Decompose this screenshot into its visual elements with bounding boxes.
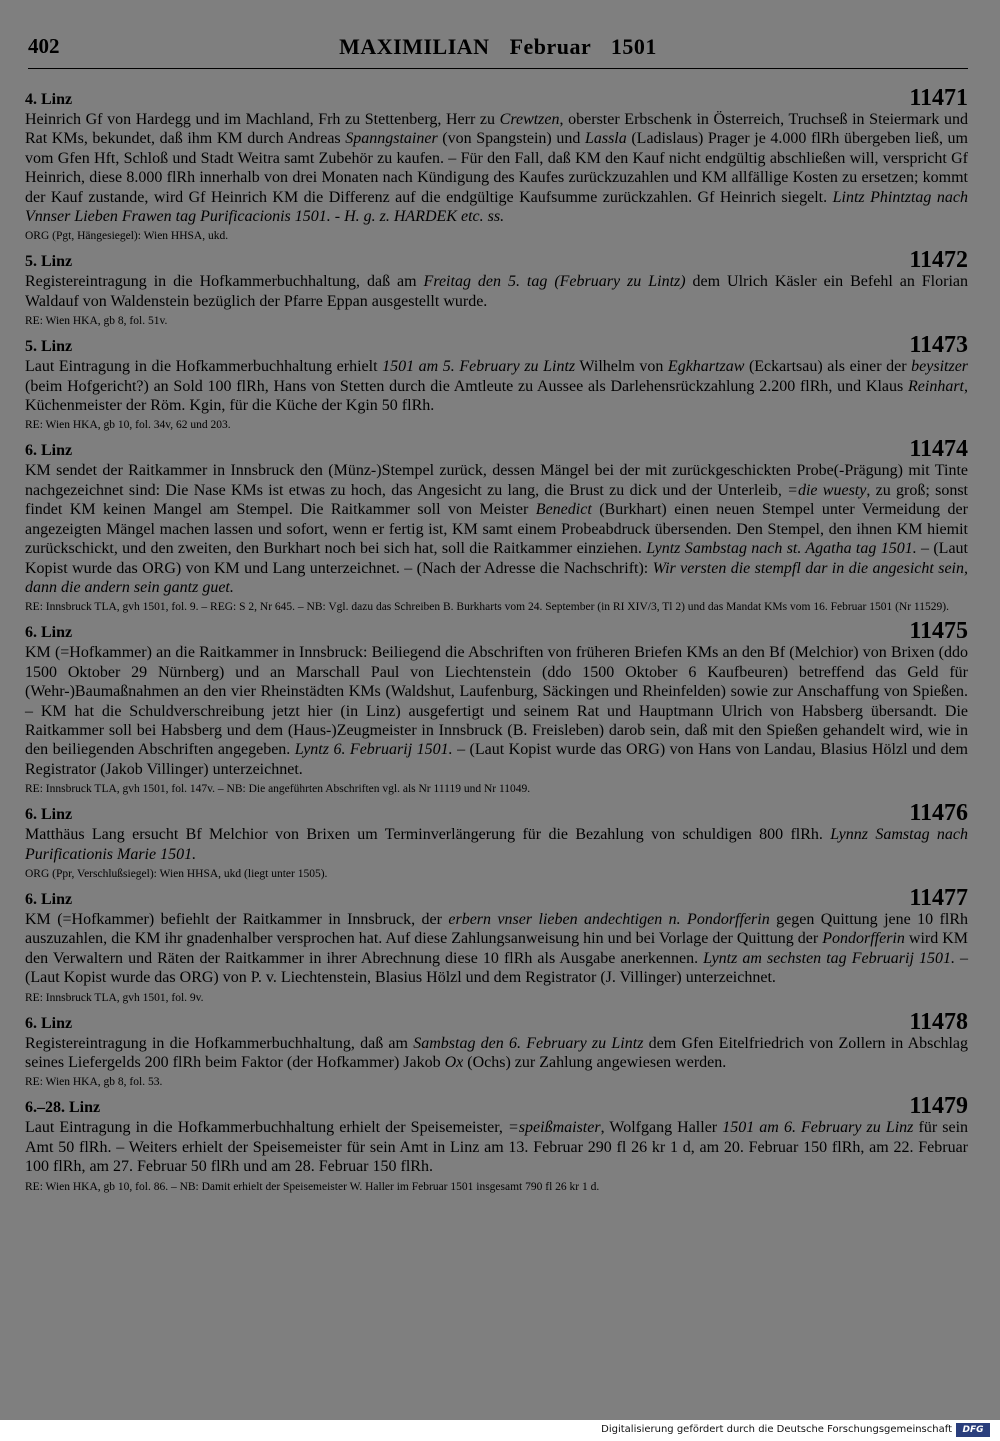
italic-quote: Crewtzen [499,111,560,128]
entry-text [25,1118,968,1176]
entry-text [25,643,968,779]
entry-text [25,910,968,988]
entry-number: 11474 [909,436,968,463]
regest-list [25,85,969,1201]
text-run: Wilhelm von [575,358,668,376]
entry-text [25,1034,968,1073]
italic-quote: Ox [444,1054,464,1071]
entry-text [25,110,968,226]
entry-number: 11478 [909,1008,968,1035]
entry-date-place: 4. Linz [25,91,73,108]
italic-quote: Wir versten die stempfl dar in die angesicht sein, dann die andern sein gantz guet. [25,559,968,596]
italic-quote: Lyntz am sechsten tag Februarij 1501. [703,949,955,967]
entry-text [25,461,968,597]
entry-number: 11475 [909,618,968,645]
italic-quote: Lassla [584,130,627,148]
running-title: MAXIMILIAN Februar 1501 [339,34,657,59]
regest-entry-11479 [25,1093,969,1194]
text-run: Matthäus Lang ersucht Bf Melchior von Brixen um Terminverlängerung für die Bezahlung von schuldigen 800 flRh. [25,826,831,844]
entry-date-place: 5. Linz [25,338,73,356]
text-run: , oberster Erbschenk in Österreich, Truchseß in Steiermark und Rat KMs, bekundet, daß ihm KM durch Andreas [25,111,968,148]
entry-number: 11479 [909,1093,968,1120]
entry-date-place: 6. Linz [25,890,73,908]
entry-date-place: 6. Linz [25,1014,73,1032]
regest-entry-11475 [25,618,968,797]
entry-text [25,825,968,864]
entry-heading [25,332,968,359]
entry-source: RE: Wien HKA, gb 8, fol. 53. [25,1076,163,1089]
entry-heading [25,1008,968,1035]
entry-date-place: 6. Linz [25,806,73,824]
italic-quote: =die wuesty [787,481,867,499]
text-run: Laut Eintragung in die Hofkammerbuchhaltung erhielt der Speisemeister, [25,1119,508,1137]
entry-source: RE: Innsbruck TLA, gvh 1501, fol. 9. – REG: S 2, Nr 645. – NB: Vgl. dazu das Schreiben B. Burkharts vom 24. September (in RI XIV/3, Tl 2) und das Mandat KMs vom 16. Februar 1501 (Nr 11529). [25,601,949,614]
italic-quote: Lyntz 6. Februarij 1501. [294,741,453,759]
entry-source: ORG (Ppr, Verschlußsiegel): Wien HHSA, ukd (liegt unter 1505). [25,867,328,880]
page-footer [0,1420,1000,1441]
regest-entry-11472 [25,247,969,329]
entry-heading [25,1093,968,1120]
italic-quote: Lintz Phintztag nach Vnnser Lieben Frawen tag Purificacionis 1501. - H. g. z. HARDEK etc. ss. [25,188,969,226]
entry-date-place: 6. Linz [25,442,73,460]
page-number: 402 [28,34,60,58]
text-run: – (Laut Kopist wurde das ORG) von Hans von Landau, Blasius Hölzl und dem Registrator (Jakob Villinger) unterzeichnet. [25,741,968,778]
text-run: wird KM den Verwaltern und Räten der Raitkammer in ihrer Abrechnung diese 10 flRh als Ausgabe anerkennen. [25,930,969,967]
italic-quote: erbern vnser lieben andechtigen n. Pondorfferin [448,910,770,928]
italic-quote: Reinhart [908,377,964,395]
entry-date-place: 5. Linz [25,253,73,271]
text-run: Registereintragung in die Hofkammerbuchhaltung, daß am [25,1034,414,1052]
text-run: für sein Amt 50 flRh. – Weiters erhielt der Speisemeister für sein Amt in Linz am 13. Februar 290 fl 26 kr 1 d, am 20. Februar 150 flRh, am 22. Februar 100 flRh, am 27. Februar 50 flRh und am 28. Februar 150 flRh. [25,1119,969,1176]
text-run: (beim Hofgericht?) an Sold 100 flRh, Hans von Stetten durch die Amtleute zu Aussee als Darlehensrückzahlung 2.200 flRh, und Klaus [25,377,908,395]
italic-quote: Pondorfferin [822,930,905,948]
text-run: (Burkhart) einen neuen Stempel unter Vermeidung der angezeigten Mängel machen lassen und sofort, wenn er fertig ist, KM samt einem Probeabdruck übersenden. Den Stempel, den ihnen KM hiemit zurückschickt, und den zweiten, den Burkhart noch bei sich hat, soll die Raitkammer einziehen. [25,501,968,558]
text-run: KM sendet der Raitkammer in Innsbruck den (Münz-)Stempel zurück, dessen Mängel bei der mit zurückgeschickten Probe(-Prägung) mit Tinte nachgezeichnet sind: Die Nase KMs ist etwas zu hoch, das Angesicht zu lang, die Brust zu dick und der Unterleib, [25,462,968,499]
entry-heading [25,618,968,645]
entry-heading [25,247,968,274]
entry-date-place: 6. Linz [25,624,73,642]
entry-text [25,357,968,415]
entry-source: RE: Wien HKA, gb 8, fol. 51v. [25,315,168,328]
text-run: dem Gfen Eitelfriedrich von Zollern in Abschlag seines Liefergelds 200 flRh beim Faktor (der Hofkammer) Jakob [25,1034,969,1071]
italic-quote: Benedict [535,501,592,519]
regest-entry-11477 [25,884,969,1006]
running-header [28,34,968,69]
text-run: gegen Quittung jene 10 flRh auszuzahlen, die KM ihr gnadenhalber versprochen hat. Auf diese Zahlungsanweisung hin und bei Vorlage der Quittung der [25,910,968,948]
italic-quote: Sambstag den 6. February zu Lintz [413,1034,644,1052]
entry-source: ORG (Pgt, Hängesiegel): Wien HHSA, ukd. [25,230,229,243]
regest-entry-11476 [25,800,969,882]
text-run: Registereintragung in die Hofkammerbuchhaltung, daß am [25,273,424,291]
regest-entry-11474 [25,436,969,615]
entry-number: 11473 [909,332,968,359]
italic-quote: =speißmaister [508,1119,601,1137]
text-run: Heinrich Gf von Hardegg und im Machland, Frh zu Stettenberg, Herr zu [25,111,500,128]
entry-number: 11471 [909,85,968,111]
entry-date-place: 6.–28. Linz [25,1099,101,1117]
text-run: (von Spangstein) und [437,130,585,148]
entry-source: RE: Innsbruck TLA, gvh 1501, fol. 9v. [25,991,204,1004]
text-run: (Eckartsau) als einer der [744,358,912,376]
entry-number: 11476 [909,800,968,827]
entry-number: 11472 [909,247,968,274]
text-run: Laut Eintragung in die Hofkammerbuchhaltung erhielt [25,358,383,376]
italic-quote: Egkhartzaw [667,358,745,376]
entry-heading [25,85,968,111]
text-run: KM (=Hofkammer) an die Raitkammer in Innsbruck: Beiliegend die Abschriften von früheren Briefen KMs an den Bf (Melchior) von Brixen (ddo 1500 Oktober 29 Nürnberg) und an Marschall Paul von Liechtenstein (ddo 1500 Oktober 6 Kaufbeuren) betreffend das Geld für (Wehr-)Baumaßnahmen an den vier Rheinstädten KMs (Waldshut, Laufenburg, Säckingen und Rheinfelden) sowie zur Anschaffung von Spießen. – KM hat die Schuldverschreibung jetzt hier (in Linz) ausgefertigt und seinem Rat und Hauptmann Ulrich von Habsberg übersandt. Die Raitkammer soll bei Habsberg und dem (Haus-)Zeugmeister in Innsbruck (B. Freisleben) darob sein, daß mit den Spießen gehandelt wird, wie in den beiliegenden Abschriften angegeben. [25,644,968,759]
text-run: , zu groß; sonst findet KM keinen Mangel am Stempel. Die Raitkammer soll von Meister [25,481,969,519]
text-run: KM (=Hofkammer) befiehlt der Raitkammer in Innsbruck, der [25,910,449,928]
funding-credit: Digitalisierung gefördert durch die Deutsche Forschungsgemeinschaft [601,1424,952,1435]
dfg-logo: DFG [956,1423,990,1437]
text-run: – (Laut Kopist wurde das ORG) von KM und Lang unterzeichnet. – (Nach der Adresse die Nachschrift): [25,540,968,577]
entry-number: 11477 [909,884,968,911]
regest-entry-11473 [25,332,969,433]
italic-quote: Lyntz Sambstag nach st. Agatha tag 1501. [646,540,917,558]
entry-text [25,272,968,311]
entry-source: RE: Innsbruck TLA, gvh 1501, fol. 147v. – NB: Die angeführten Abschriften vgl. als Nr 11119 und Nr 11049. [25,783,531,796]
italic-quote: Spanngstainer [345,130,438,148]
text-run: (Ochs) zur Zahlung angewiesen werden. [463,1054,727,1071]
italic-quote: Freitag den 5. tag (February zu Lintz) [423,273,686,291]
entry-heading [25,436,968,463]
regest-entry-11478 [25,1008,969,1091]
entry-heading [25,884,968,911]
entry-heading [25,800,968,827]
text-run: , Küchenmeister der Röm. Kgin, für die Küche der Kgin 50 flRh. [25,377,968,415]
italic-quote: Lynnz Samstag nach Purificationis Marie 1501. [25,826,969,863]
text-run: (Ladislaus) Prager je 4.000 flRh übergeben ließ, um vom Gfen Hft, Schloß und Stadt Weitra samt Zubehör zu kaufen. – Für den Fall, daß KM den Kauf nicht endgültig abschließen will, verspricht Gf Heinrich, diese 8.000 flRh innerhalb von drei Monaten nach Kündigung des Kaufes zurückzuzahlen und KM allfällige Kosten zu ersetzen; kommt der Kauf zustande, wird Gf Heinrich KM die Differenz auf die endgültige Kaufsumme zurückzahlen. Gf Heinrich siegelt. [25,130,968,206]
regest-entry-11471 [25,85,969,244]
entry-source: RE: Wien HKA, gb 10, fol. 86. – NB: Damit erhielt der Speisemeister W. Haller im Februar 1501 insgesamt 790 fl 26 kr 1 d. [25,1180,600,1193]
text-run: – (Laut Kopist wurde das ORG) von P. v. Liechtenstein, Blasius Hölzl und dem Registrator (J. Villinger) unterzeichnet. [25,949,968,987]
italic-quote: 1501 am 6. February zu Linz [722,1119,914,1137]
italic-quote: beysitzer [911,358,969,376]
entry-source: RE: Wien HKA, gb 10, fol. 34v, 62 und 203. [25,419,231,432]
italic-quote: 1501 am 5. February zu Lintz [382,358,576,376]
text-run: , Wolfgang Haller [600,1119,723,1137]
text-run: dem Ulrich Käsler ein Befehl an Florian Waldauf von Waldenstein bezüglich der Pfarre Eppan ausgestellt wurde. [25,273,969,310]
